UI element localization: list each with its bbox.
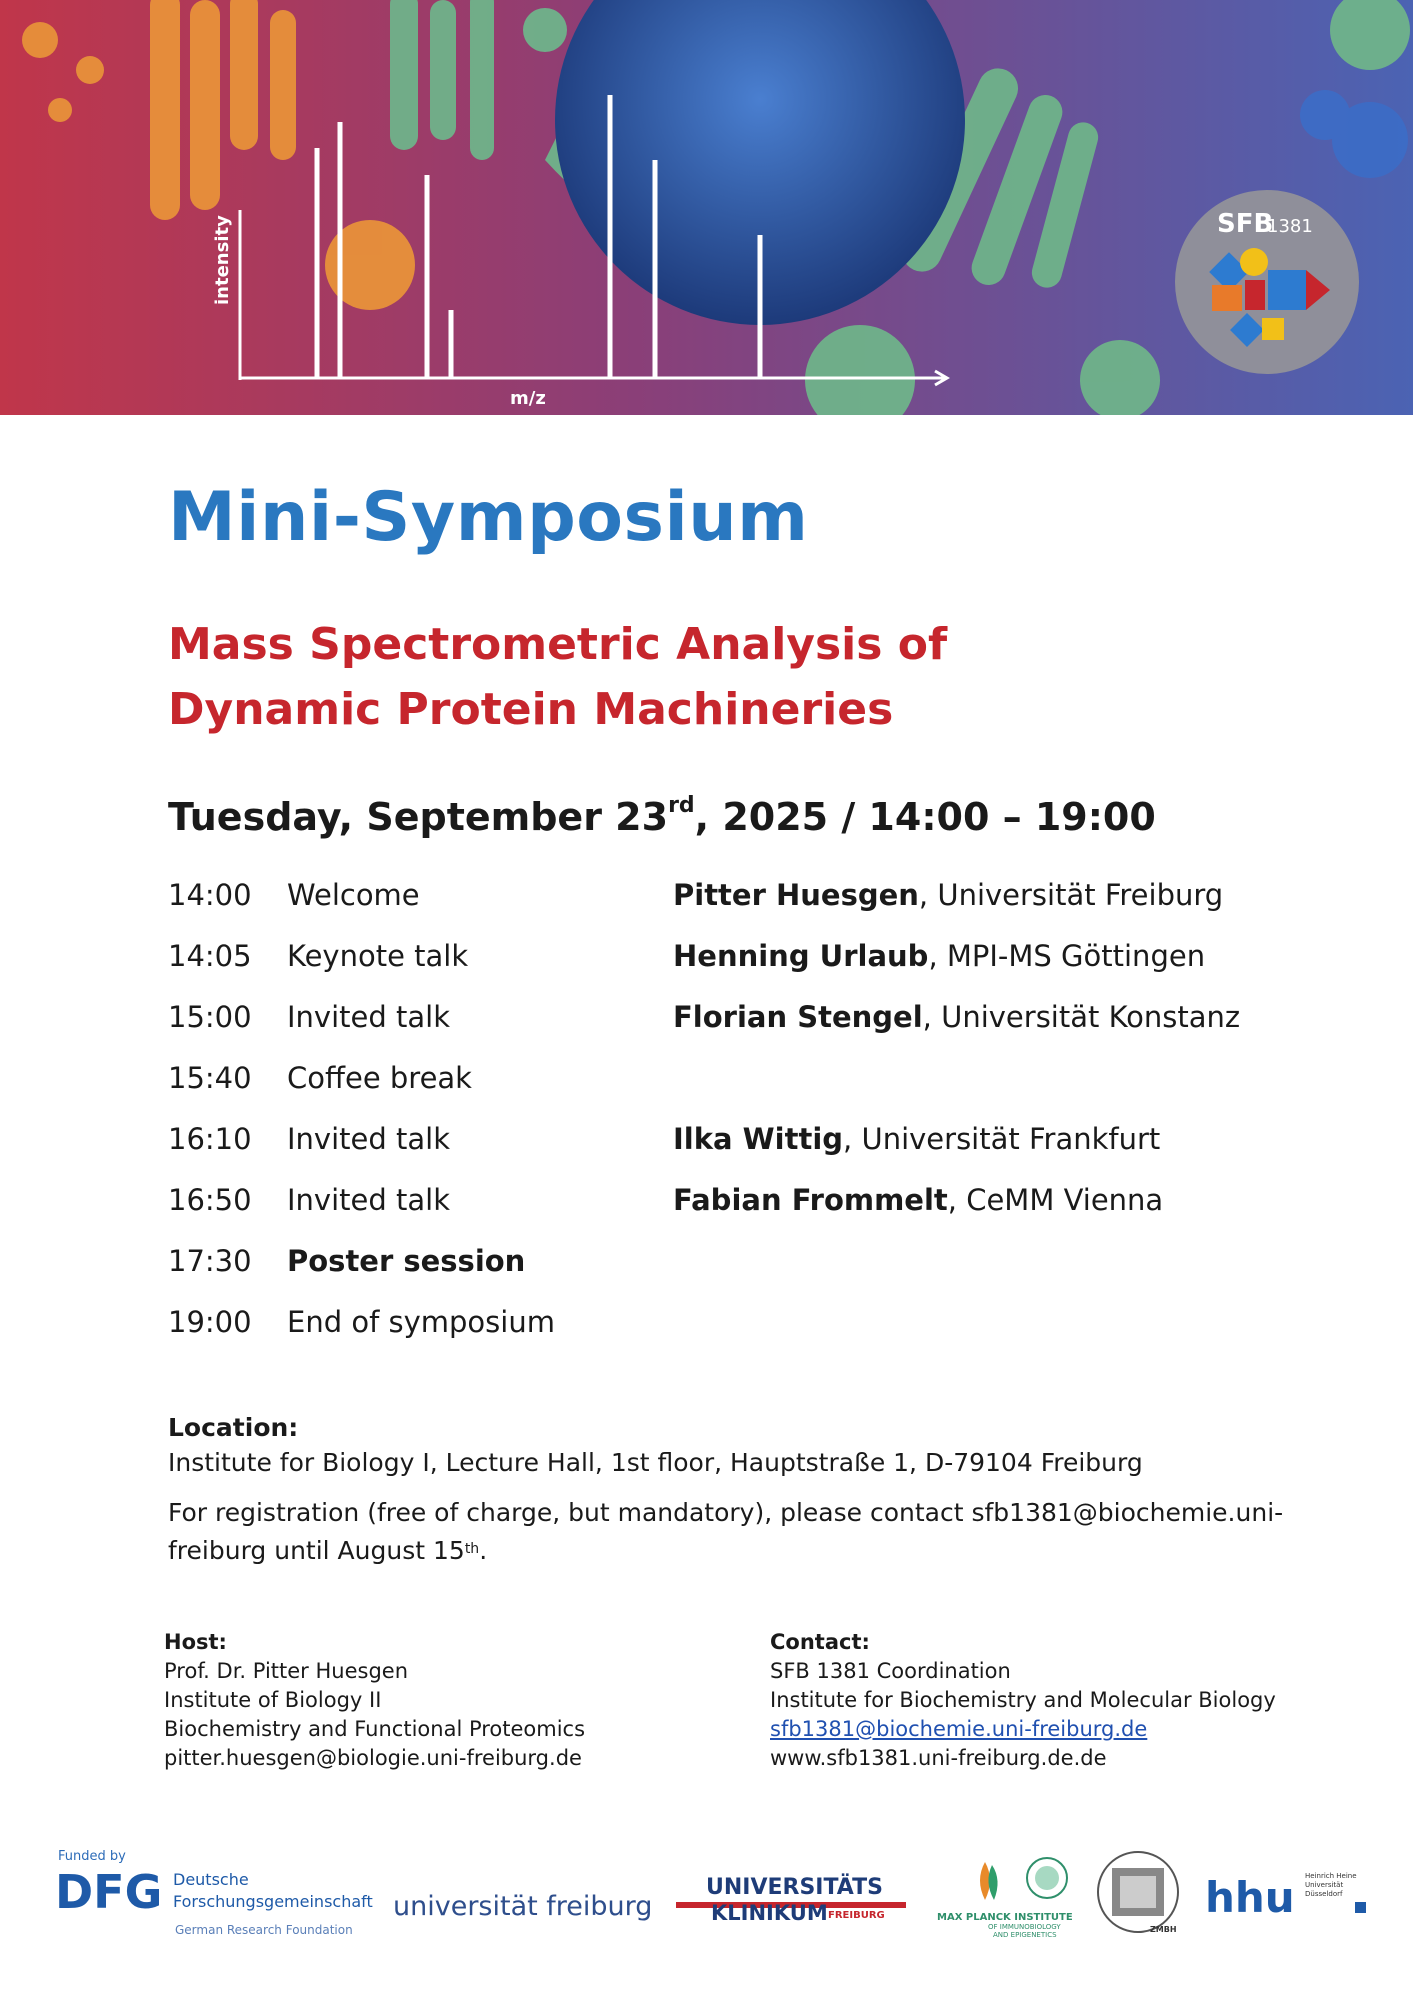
event-date <box>168 795 1156 839</box>
hhu-text-2: Universität <box>1305 1881 1344 1889</box>
hhu-text-1: Heinrich Heine <box>1305 1872 1357 1880</box>
date-prefix: Tuesday, September 23 <box>168 795 669 839</box>
sfb-badge <box>1175 190 1359 374</box>
schedule-row <box>168 1175 1308 1236</box>
schedule-activity: Invited talk <box>287 1183 450 1217</box>
axis-x-label: m/z <box>510 388 546 409</box>
mpi-logo <box>937 1858 1073 1939</box>
speaker-name: Henning Urlaub <box>673 939 929 973</box>
schedule-speaker <box>673 1114 1160 1164</box>
contact-web: www.sfb1381.uni-freiburg.de.de <box>770 1746 1107 1770</box>
speaker-name: Ilka Wittig <box>673 1122 844 1156</box>
contact-label: Contact: <box>770 1630 870 1654</box>
schedule-row <box>168 1297 1308 1358</box>
speaker-affiliation: , Universität Konstanz <box>922 1000 1241 1034</box>
host-name: Prof. Dr. Pitter Huesgen <box>164 1659 409 1683</box>
contact-email-link[interactable]: sfb1381@biochemie.uni-freiburg.de <box>770 1717 1148 1741</box>
date-sup: rd <box>668 793 695 818</box>
schedule-time: 15:40 <box>168 1061 252 1095</box>
host-section <box>164 1628 585 1773</box>
logo-strip <box>0 1840 1413 1960</box>
schedule-speaker <box>673 992 1240 1042</box>
schedule-activity: Poster session <box>287 1244 526 1278</box>
registration-sup: th <box>464 1541 480 1557</box>
mpi-text-1: MAX PLANCK INSTITUTE <box>937 1912 1073 1923</box>
registration-end: . <box>479 1536 488 1565</box>
mpi-text-3: AND EPIGENETICS <box>993 1931 1057 1939</box>
subtitle-line-1: Mass Spectrometric Analysis of <box>168 619 948 670</box>
speaker-name: Fabian Frommelt <box>673 1183 948 1217</box>
dfg-logo <box>55 1849 373 1937</box>
speaker-affiliation: , Universität Frankfurt <box>843 1122 1161 1156</box>
zmbh-text: ZMBH <box>1150 1925 1177 1934</box>
contact-section <box>770 1628 1276 1773</box>
schedule-row <box>168 931 1308 992</box>
speaker-name: Florian Stengel <box>673 1000 923 1034</box>
speaker-affiliation: , Universität Freiburg <box>918 878 1224 912</box>
schedule-time: 17:30 <box>168 1244 252 1278</box>
schedule-speaker <box>673 1175 1163 1225</box>
schedule-time: 19:00 <box>168 1305 252 1339</box>
schedule-time: 16:10 <box>168 1122 252 1156</box>
speaker-affiliation: , CeMM Vienna <box>947 1183 1164 1217</box>
host-dept: Biochemistry and Functional Proteomics <box>164 1717 586 1741</box>
location-label: Location: <box>168 1413 299 1442</box>
schedule-row <box>168 1236 1308 1297</box>
host-email: pitter.huesgen@biologie.uni-freiburg.de <box>164 1746 582 1770</box>
schedule-time: 16:50 <box>168 1183 252 1217</box>
schedule-time: 14:00 <box>168 878 252 912</box>
registration-line-1: For registration (free of charge, but mandatory), please contact sfb1381@biochemie.uni- <box>168 1498 1284 1527</box>
schedule-time: 14:05 <box>168 939 252 973</box>
schedule-row <box>168 870 1308 931</box>
klinikum-text-1: UNIVERSITÄTS <box>706 1875 883 1900</box>
badge-number: 1381 <box>1267 216 1313 237</box>
schedule-row <box>168 1114 1308 1175</box>
host-label: Host: <box>164 1630 227 1654</box>
sponsor-logos <box>0 1840 1413 1960</box>
hhu-text-3: Düsseldorf <box>1305 1890 1343 1898</box>
schedule-activity: Coffee break <box>287 1061 472 1095</box>
funded-by-text: Funded by <box>58 1849 126 1864</box>
dfg-en: German Research Foundation <box>175 1923 353 1937</box>
dfg-name-1: Deutsche <box>173 1870 249 1889</box>
badge-prefix: SFB <box>1217 209 1274 239</box>
schedule-speaker <box>673 931 1205 981</box>
schedule-time: 15:00 <box>168 1000 252 1034</box>
subtitle <box>168 612 947 742</box>
schedule-activity: Welcome <box>287 878 420 912</box>
host-institute: Institute of Biology II <box>164 1688 382 1712</box>
klinikum-text-3: FREIBURG <box>828 1910 885 1921</box>
mpi-text-2: OF IMMUNOBIOLOGY <box>988 1923 1061 1931</box>
schedule-row <box>168 992 1308 1053</box>
schedule-speaker <box>673 870 1223 920</box>
schedule-activity: Keynote talk <box>287 939 469 973</box>
hhu-text: hhu <box>1205 1873 1295 1922</box>
speaker-name: Pitter Huesgen <box>673 878 919 912</box>
page-title: Mini-Symposium <box>168 478 809 557</box>
location-address: Institute for Biology I, Lecture Hall, 1st floor, Hauptstraße 1, D-79104 Freiburg <box>168 1448 1143 1477</box>
dfg-text: DFG <box>55 1865 163 1919</box>
speaker-affiliation: , MPI-MS Göttingen <box>928 939 1206 973</box>
klinikum-logo <box>676 1874 906 1925</box>
registration-line-2: freiburg until August 15 <box>168 1536 465 1565</box>
banner-illustration <box>0 0 1413 415</box>
schedule-activity: End of symposium <box>287 1305 555 1339</box>
klinikum-text-2: KLINIKUM <box>711 1901 828 1925</box>
registration-text <box>168 1494 1288 1570</box>
schedule-row <box>168 1053 1308 1114</box>
schedule <box>168 870 1308 1358</box>
contact-org: SFB 1381 Coordination <box>770 1659 1011 1683</box>
header-banner <box>0 0 1413 415</box>
axis-y-label: intensity <box>212 215 233 305</box>
uni-freiburg-logo: universität freiburg <box>393 1891 653 1922</box>
location-section <box>168 1410 1288 1570</box>
contact-institute: Institute for Biochemistry and Molecular Biology <box>770 1688 1276 1712</box>
dfg-name-2: Forschungsgemeinschaft <box>173 1892 373 1911</box>
schedule-activity: Invited talk <box>287 1000 450 1034</box>
subtitle-line-2: Dynamic Protein Machineries <box>168 684 894 735</box>
date-suffix: , 2025 / 14:00 – 19:00 <box>694 795 1156 839</box>
schedule-activity: Invited talk <box>287 1122 450 1156</box>
zmbh-logo <box>1098 1852 1178 1934</box>
hhu-logo <box>1205 1872 1366 1922</box>
